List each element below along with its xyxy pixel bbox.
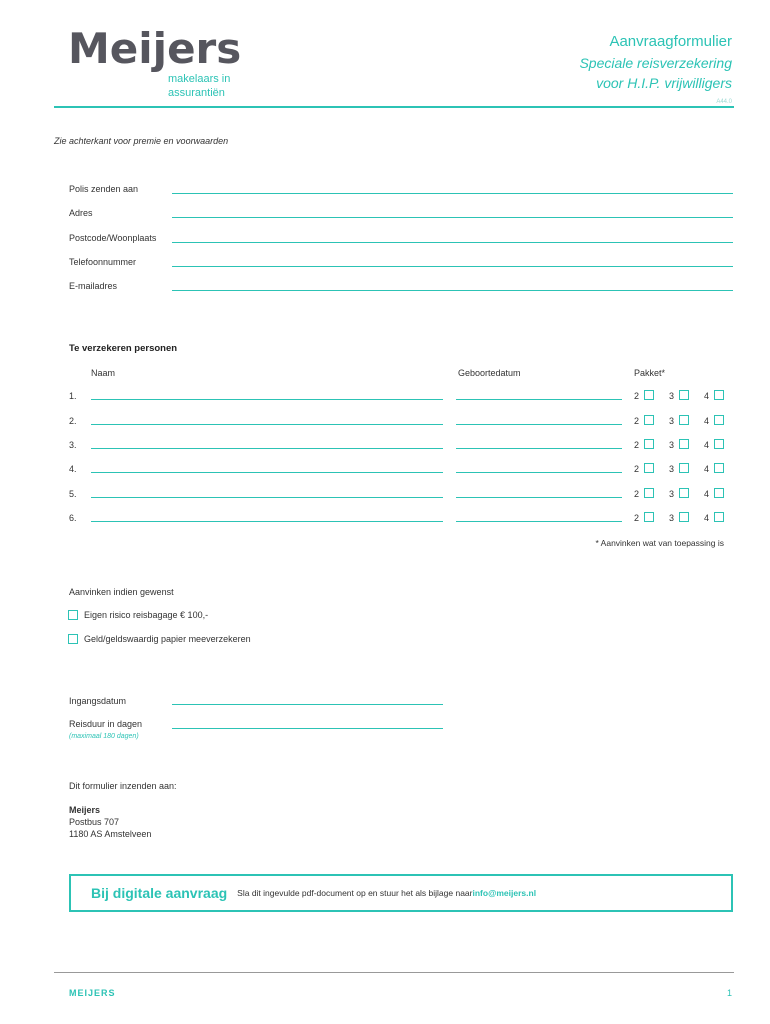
form-title: Aanvraagformulier bbox=[609, 33, 732, 50]
package-label: 2 bbox=[634, 489, 640, 499]
package-checkbox-3[interactable] bbox=[679, 488, 689, 498]
package-label: 4 bbox=[704, 464, 710, 474]
package-note: * Aanvinken wat van toepassing is bbox=[595, 538, 724, 548]
option-label-money: Geld/geldswaardig papier meeverzekeren bbox=[84, 634, 251, 644]
package-label: 2 bbox=[634, 513, 640, 523]
footer-brand: MEIJERS bbox=[69, 988, 116, 998]
person-birthdate-field[interactable] bbox=[456, 472, 622, 473]
package-label: 3 bbox=[669, 440, 675, 450]
package-label: 3 bbox=[669, 489, 675, 499]
column-package-header: Pakket* bbox=[634, 368, 666, 378]
start-date-label: Ingangsdatum bbox=[69, 696, 127, 706]
persons-section-title: Te verzekeren personen bbox=[69, 343, 178, 354]
person-birthdate-field[interactable] bbox=[456, 399, 622, 400]
package-label: 4 bbox=[704, 513, 710, 523]
contact-field-4[interactable] bbox=[172, 266, 733, 267]
footer-divider bbox=[54, 972, 734, 973]
person-birthdate-field[interactable] bbox=[456, 448, 622, 449]
person-birthdate-field[interactable] bbox=[456, 497, 622, 498]
package-label: 2 bbox=[634, 416, 640, 426]
intro-text: Zie achterkant voor premie en voorwaarden bbox=[54, 136, 229, 146]
contact-field-3[interactable] bbox=[172, 242, 733, 243]
contact-field-1[interactable] bbox=[172, 193, 733, 194]
company-logo: Meijers bbox=[68, 24, 242, 73]
package-checkbox-3[interactable] bbox=[679, 439, 689, 449]
person-row-number: 5. bbox=[69, 489, 77, 499]
header-divider bbox=[54, 106, 734, 108]
start-date-field[interactable] bbox=[172, 704, 443, 705]
logo-tagline bbox=[168, 72, 230, 100]
package-label: 3 bbox=[669, 513, 675, 523]
package-label: 4 bbox=[704, 391, 710, 401]
package-checkbox-2[interactable] bbox=[644, 463, 654, 473]
contact-label-4: Telefoonnummer bbox=[69, 257, 137, 267]
person-birthdate-field[interactable] bbox=[456, 521, 622, 522]
person-name-field[interactable] bbox=[91, 472, 443, 473]
duration-field[interactable] bbox=[172, 728, 443, 729]
form-subtitle-line-1: Speciale reisverzekering bbox=[579, 55, 732, 71]
package-checkbox-2[interactable] bbox=[644, 390, 654, 400]
package-checkbox-4[interactable] bbox=[714, 488, 724, 498]
page-number: 1 bbox=[726, 988, 732, 998]
duration-note: (maximaal 180 dagen) bbox=[69, 733, 139, 740]
contact-label-2: Adres bbox=[69, 208, 93, 218]
package-checkbox-3[interactable] bbox=[679, 463, 689, 473]
package-label: 2 bbox=[634, 440, 640, 450]
package-checkbox-3[interactable] bbox=[679, 390, 689, 400]
package-checkbox-2[interactable] bbox=[644, 512, 654, 522]
package-label: 4 bbox=[704, 416, 710, 426]
package-checkbox-2[interactable] bbox=[644, 439, 654, 449]
submit-name: Meijers bbox=[69, 805, 101, 815]
person-row-number: 4. bbox=[69, 464, 77, 474]
person-name-field[interactable] bbox=[91, 424, 443, 425]
package-checkbox-3[interactable] bbox=[679, 512, 689, 522]
person-row-number: 6. bbox=[69, 513, 77, 523]
email-link[interactable]: info@meijers.nl bbox=[472, 888, 537, 898]
submit-address-2: 1180 AS Amstelveen bbox=[69, 829, 152, 839]
form-subtitle bbox=[579, 53, 732, 93]
package-label: 2 bbox=[634, 464, 640, 474]
submit-intro: Dit formulier inzenden aan: bbox=[69, 781, 177, 791]
package-checkbox-3[interactable] bbox=[679, 415, 689, 425]
person-row-number: 3. bbox=[69, 440, 77, 450]
package-label: 3 bbox=[669, 391, 675, 401]
contact-label-1: Polis zenden aan bbox=[69, 184, 139, 194]
digital-request-banner bbox=[69, 874, 733, 912]
package-checkbox-4[interactable] bbox=[714, 439, 724, 449]
option-checkbox-money[interactable] bbox=[68, 634, 78, 644]
option-checkbox-baggage[interactable] bbox=[68, 610, 78, 620]
package-label: 2 bbox=[634, 391, 640, 401]
package-checkbox-4[interactable] bbox=[714, 463, 724, 473]
person-name-field[interactable] bbox=[91, 399, 443, 400]
logo-tagline-line-1: makelaars in bbox=[168, 73, 231, 85]
contact-field-5[interactable] bbox=[172, 290, 733, 291]
person-name-field[interactable] bbox=[91, 521, 443, 522]
logo-tagline-line-2: assurantiën bbox=[168, 87, 225, 99]
contact-label-5: E-mailadres bbox=[69, 281, 118, 291]
form-code: A44.0 bbox=[716, 99, 732, 105]
package-checkbox-2[interactable] bbox=[644, 415, 654, 425]
banner-text: Sla dit ingevulde pdf-document op en stuur het als bijlage naar bbox=[237, 888, 473, 898]
options-title: Aanvinken indien gewenst bbox=[69, 587, 174, 597]
package-label: 4 bbox=[704, 440, 710, 450]
contact-field-2[interactable] bbox=[172, 217, 733, 218]
person-row-number: 1. bbox=[69, 391, 77, 401]
person-row-number: 2. bbox=[69, 416, 77, 426]
package-label: 4 bbox=[704, 489, 710, 499]
person-birthdate-field[interactable] bbox=[456, 424, 622, 425]
submit-address-1: Postbus 707 bbox=[69, 817, 120, 827]
package-checkbox-4[interactable] bbox=[714, 415, 724, 425]
person-name-field[interactable] bbox=[91, 448, 443, 449]
option-label-baggage: Eigen risico reisbagage € 100,- bbox=[84, 610, 209, 620]
contact-label-3: Postcode/Woonplaats bbox=[69, 233, 157, 243]
package-checkbox-4[interactable] bbox=[714, 512, 724, 522]
package-checkbox-2[interactable] bbox=[644, 488, 654, 498]
form-subtitle-line-2: voor H.I.P. vrijwilligers bbox=[596, 75, 732, 91]
package-label: 3 bbox=[669, 464, 675, 474]
column-birthdate-header: Geboortedatum bbox=[458, 368, 521, 378]
package-checkbox-4[interactable] bbox=[714, 390, 724, 400]
duration-label: Reisduur in dagen bbox=[69, 719, 143, 729]
person-name-field[interactable] bbox=[91, 497, 443, 498]
column-name-header: Naam bbox=[91, 368, 116, 378]
package-label: 3 bbox=[669, 416, 675, 426]
banner-title: Bij digitale aanvraag bbox=[91, 885, 228, 901]
